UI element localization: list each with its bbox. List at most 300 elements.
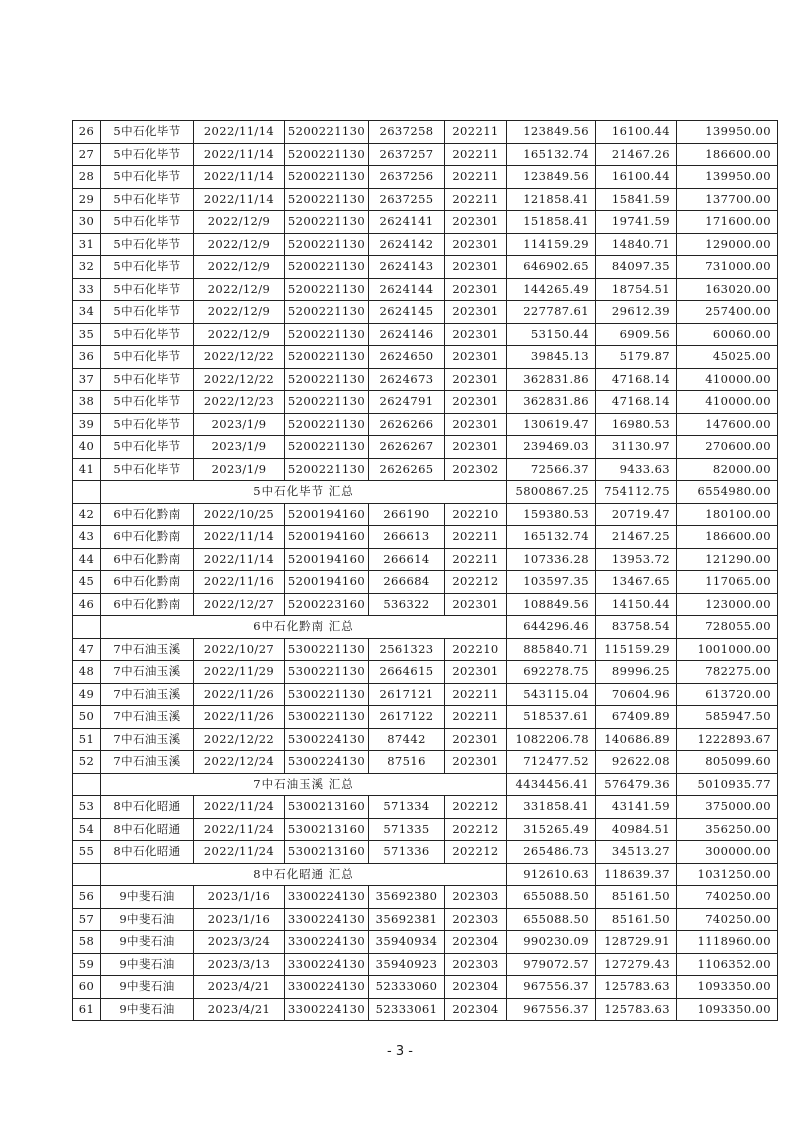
invoice-code: 5200221130 (285, 346, 369, 369)
invoice-number: 52333060 (369, 976, 445, 999)
tax-period: 202304 (445, 931, 507, 954)
row-number: 46 (73, 593, 101, 616)
row-number: 44 (73, 548, 101, 571)
row-number: 50 (73, 706, 101, 729)
subtotal-row (73, 481, 778, 504)
invoice-code: 5300213160 (285, 818, 369, 841)
table-row (73, 143, 778, 166)
row-number: 29 (73, 188, 101, 211)
invoice-code: 5200194160 (285, 503, 369, 526)
company-name: 7中石油玉溪 (101, 638, 194, 661)
invoice-code: 5200221130 (285, 301, 369, 324)
row-number: 56 (73, 886, 101, 909)
invoice-code: 5300221130 (285, 683, 369, 706)
subtotal-blank-cell (73, 773, 101, 796)
invoice-date: 2023/3/24 (194, 931, 285, 954)
invoice-number: 52333061 (369, 998, 445, 1021)
row-number: 37 (73, 368, 101, 391)
invoice-date: 2022/12/9 (194, 233, 285, 256)
invoice-date: 2022/11/24 (194, 841, 285, 864)
invoice-number: 2624142 (369, 233, 445, 256)
table-row (73, 166, 778, 189)
amount-excl-tax: 712477.52 (507, 751, 596, 774)
company-name: 5中石化毕节 (101, 143, 194, 166)
total-amount: 147600.00 (677, 413, 778, 436)
amount-excl-tax: 655088.50 (507, 886, 596, 909)
tax-amount: 16980.53 (596, 413, 677, 436)
amount-excl-tax: 123849.56 (507, 121, 596, 144)
subtotal-blank-cell (73, 481, 101, 504)
total-amount: 613720.00 (677, 683, 778, 706)
invoice-code: 5300221130 (285, 638, 369, 661)
amount-excl-tax: 990230.09 (507, 931, 596, 954)
company-name: 9中斐石油 (101, 931, 194, 954)
row-number: 60 (73, 976, 101, 999)
tax-period: 202211 (445, 548, 507, 571)
invoice-number: 2626265 (369, 458, 445, 481)
amount-excl-tax: 655088.50 (507, 908, 596, 931)
invoice-number: 2664615 (369, 661, 445, 684)
total-amount: 300000.00 (677, 841, 778, 864)
invoice-number: 2624791 (369, 391, 445, 414)
invoice-date: 2023/4/21 (194, 998, 285, 1021)
table-row (73, 751, 778, 774)
invoice-date: 2023/4/21 (194, 976, 285, 999)
invoice-code: 5300221130 (285, 706, 369, 729)
invoice-code: 5200194160 (285, 526, 369, 549)
table-row (73, 841, 778, 864)
tax-amount: 15841.59 (596, 188, 677, 211)
tax-period: 202304 (445, 998, 507, 1021)
amount-excl-tax: 543115.04 (507, 683, 596, 706)
table-row (73, 503, 778, 526)
amount-excl-tax: 1082206.78 (507, 728, 596, 751)
invoice-number: 2617122 (369, 706, 445, 729)
table-row (73, 661, 778, 684)
subtotal-row (73, 773, 778, 796)
invoice-date: 2022/12/23 (194, 391, 285, 414)
tax-period: 202210 (445, 638, 507, 661)
invoice-number: 2637257 (369, 143, 445, 166)
tax-amount: 125783.63 (596, 998, 677, 1021)
total-amount: 410000.00 (677, 368, 778, 391)
row-number: 30 (73, 211, 101, 234)
company-name: 6中石化黔南 (101, 593, 194, 616)
invoice-date: 2022/11/14 (194, 166, 285, 189)
tax-amount: 34513.27 (596, 841, 677, 864)
invoice-number: 571335 (369, 818, 445, 841)
total-amount: 186600.00 (677, 143, 778, 166)
invoice-number: 35692380 (369, 886, 445, 909)
invoice-code: 5200223160 (285, 593, 369, 616)
company-name: 7中石油玉溪 (101, 683, 194, 706)
table-row (73, 436, 778, 459)
tax-amount: 85161.50 (596, 886, 677, 909)
tax-amount: 14150.44 (596, 593, 677, 616)
row-number: 49 (73, 683, 101, 706)
invoice-code: 5200194160 (285, 548, 369, 571)
invoice-date: 2023/1/9 (194, 436, 285, 459)
invoice-code: 3300224130 (285, 953, 369, 976)
company-name: 9中斐石油 (101, 998, 194, 1021)
row-number: 27 (73, 143, 101, 166)
invoice-number: 87516 (369, 751, 445, 774)
tax-amount: 13467.65 (596, 571, 677, 594)
amount-excl-tax: 518537.61 (507, 706, 596, 729)
amount-excl-tax: 123849.56 (507, 166, 596, 189)
total-amount: 117065.00 (677, 571, 778, 594)
company-name: 9中斐石油 (101, 908, 194, 931)
invoice-code: 3300224130 (285, 886, 369, 909)
subtotal-amount: 5800867.25 (507, 481, 596, 504)
invoice-number: 35940923 (369, 953, 445, 976)
total-amount: 805099.60 (677, 751, 778, 774)
invoice-code: 3300224130 (285, 998, 369, 1021)
invoice-number: 2626267 (369, 436, 445, 459)
tax-period: 202211 (445, 526, 507, 549)
tax-period: 202211 (445, 166, 507, 189)
amount-excl-tax: 967556.37 (507, 998, 596, 1021)
subtotal-tax: 83758.54 (596, 616, 677, 639)
subtotal-total: 728055.00 (677, 616, 778, 639)
total-amount: 121290.00 (677, 548, 778, 571)
invoice-number: 266613 (369, 526, 445, 549)
subtotal-amount: 644296.46 (507, 616, 596, 639)
row-number: 55 (73, 841, 101, 864)
invoice-date: 2023/1/16 (194, 908, 285, 931)
invoice-code: 5300224130 (285, 728, 369, 751)
subtotal-label: 6中石化黔南 汇总 (101, 616, 507, 639)
invoice-number: 35940934 (369, 931, 445, 954)
amount-excl-tax: 239469.03 (507, 436, 596, 459)
tax-amount: 43141.59 (596, 796, 677, 819)
tax-period: 202301 (445, 728, 507, 751)
amount-excl-tax: 331858.41 (507, 796, 596, 819)
total-amount: 410000.00 (677, 391, 778, 414)
total-amount: 60060.00 (677, 323, 778, 346)
invoice-date: 2022/11/29 (194, 661, 285, 684)
amount-excl-tax: 39845.13 (507, 346, 596, 369)
tax-period: 202301 (445, 323, 507, 346)
invoice-number: 2637256 (369, 166, 445, 189)
total-amount: 139950.00 (677, 166, 778, 189)
table-row (73, 683, 778, 706)
invoice-code: 5200221130 (285, 458, 369, 481)
invoice-number: 266190 (369, 503, 445, 526)
row-number: 35 (73, 323, 101, 346)
invoice-code: 5200221130 (285, 166, 369, 189)
total-amount: 1093350.00 (677, 998, 778, 1021)
row-number: 53 (73, 796, 101, 819)
invoice-code: 5200221130 (285, 391, 369, 414)
tax-period: 202301 (445, 256, 507, 279)
page-number: - 3 - (387, 1044, 413, 1059)
table-row (73, 728, 778, 751)
total-amount: 1093350.00 (677, 976, 778, 999)
company-name: 6中石化黔南 (101, 571, 194, 594)
tax-period: 202303 (445, 908, 507, 931)
tax-period: 202301 (445, 233, 507, 256)
tax-amount: 127279.43 (596, 953, 677, 976)
table-row (73, 211, 778, 234)
invoice-code: 5300213160 (285, 841, 369, 864)
amount-excl-tax: 227787.61 (507, 301, 596, 324)
tax-period: 202212 (445, 841, 507, 864)
invoice-number: 2637258 (369, 121, 445, 144)
row-number: 48 (73, 661, 101, 684)
invoice-number: 2617121 (369, 683, 445, 706)
invoice-code: 5200221130 (285, 413, 369, 436)
company-name: 5中石化毕节 (101, 323, 194, 346)
tax-amount: 13953.72 (596, 548, 677, 571)
total-amount: 139950.00 (677, 121, 778, 144)
total-amount: 270600.00 (677, 436, 778, 459)
total-amount: 731000.00 (677, 256, 778, 279)
invoice-number: 2624650 (369, 346, 445, 369)
company-name: 5中石化毕节 (101, 346, 194, 369)
invoice-date: 2022/12/22 (194, 346, 285, 369)
tax-amount: 128729.91 (596, 931, 677, 954)
total-amount: 1106352.00 (677, 953, 778, 976)
table-row (73, 706, 778, 729)
row-number: 39 (73, 413, 101, 436)
invoice-date: 2022/12/9 (194, 301, 285, 324)
tax-period: 202301 (445, 413, 507, 436)
total-amount: 137700.00 (677, 188, 778, 211)
tax-amount: 9433.63 (596, 458, 677, 481)
subtotal-label: 7中石油玉溪 汇总 (101, 773, 507, 796)
invoice-number: 536322 (369, 593, 445, 616)
company-name: 5中石化毕节 (101, 188, 194, 211)
invoice-number: 266614 (369, 548, 445, 571)
invoice-number: 571334 (369, 796, 445, 819)
table-row (73, 908, 778, 931)
amount-excl-tax: 53150.44 (507, 323, 596, 346)
company-name: 5中石化毕节 (101, 211, 194, 234)
tax-period: 202304 (445, 976, 507, 999)
table-row (73, 886, 778, 909)
tax-amount: 140686.89 (596, 728, 677, 751)
invoice-date: 2022/10/27 (194, 638, 285, 661)
total-amount: 1001000.00 (677, 638, 778, 661)
table-row (73, 818, 778, 841)
table-row (73, 368, 778, 391)
company-name: 5中石化毕节 (101, 166, 194, 189)
row-number: 36 (73, 346, 101, 369)
tax-period: 202301 (445, 593, 507, 616)
company-name: 5中石化毕节 (101, 436, 194, 459)
total-amount: 129000.00 (677, 233, 778, 256)
amount-excl-tax: 103597.35 (507, 571, 596, 594)
invoice-number: 571336 (369, 841, 445, 864)
company-name: 9中斐石油 (101, 953, 194, 976)
row-number: 32 (73, 256, 101, 279)
company-name: 5中石化毕节 (101, 458, 194, 481)
tax-amount: 29612.39 (596, 301, 677, 324)
subtotal-label: 5中石化毕节 汇总 (101, 481, 507, 504)
subtotal-blank-cell (73, 616, 101, 639)
company-name: 5中石化毕节 (101, 278, 194, 301)
company-name: 7中石油玉溪 (101, 728, 194, 751)
subtotal-total: 5010935.77 (677, 773, 778, 796)
tax-amount: 19741.59 (596, 211, 677, 234)
tax-amount: 16100.44 (596, 121, 677, 144)
company-name: 7中石油玉溪 (101, 706, 194, 729)
subtotal-amount: 4434456.41 (507, 773, 596, 796)
company-name: 8中石化昭通 (101, 818, 194, 841)
tax-amount: 14840.71 (596, 233, 677, 256)
tax-period: 202301 (445, 751, 507, 774)
invoice-date: 2022/12/9 (194, 256, 285, 279)
row-number: 38 (73, 391, 101, 414)
invoice-date: 2022/11/26 (194, 683, 285, 706)
invoice-date: 2023/3/13 (194, 953, 285, 976)
invoice-number: 2624141 (369, 211, 445, 234)
table-row (73, 188, 778, 211)
subtotal-tax: 754112.75 (596, 481, 677, 504)
table-row (73, 976, 778, 999)
row-number: 59 (73, 953, 101, 976)
invoice-number: 2561323 (369, 638, 445, 661)
company-name: 8中石化昭通 (101, 841, 194, 864)
invoice-number: 2626266 (369, 413, 445, 436)
company-name: 8中石化昭通 (101, 796, 194, 819)
subtotal-tax: 576479.36 (596, 773, 677, 796)
table-row (73, 953, 778, 976)
row-number: 33 (73, 278, 101, 301)
invoice-code: 5200221130 (285, 323, 369, 346)
invoice-code: 5200194160 (285, 571, 369, 594)
invoice-date: 2022/12/9 (194, 278, 285, 301)
invoice-date: 2022/11/14 (194, 548, 285, 571)
invoice-date: 2022/12/22 (194, 368, 285, 391)
subtotal-tax: 118639.37 (596, 863, 677, 886)
invoice-date: 2023/1/9 (194, 413, 285, 436)
tax-period: 202212 (445, 571, 507, 594)
tax-amount: 16100.44 (596, 166, 677, 189)
subtotal-total: 6554980.00 (677, 481, 778, 504)
invoice-code: 5300221130 (285, 661, 369, 684)
invoice-number: 2624145 (369, 301, 445, 324)
amount-excl-tax: 967556.37 (507, 976, 596, 999)
invoice-code: 3300224130 (285, 976, 369, 999)
table-row (73, 571, 778, 594)
invoice-number: 2624144 (369, 278, 445, 301)
total-amount: 123000.00 (677, 593, 778, 616)
company-name: 7中石油玉溪 (101, 661, 194, 684)
invoice-code: 3300224130 (285, 908, 369, 931)
invoice-number: 87442 (369, 728, 445, 751)
total-amount: 1118960.00 (677, 931, 778, 954)
company-name: 5中石化毕节 (101, 413, 194, 436)
table-row (73, 233, 778, 256)
amount-excl-tax: 130619.47 (507, 413, 596, 436)
total-amount: 585947.50 (677, 706, 778, 729)
company-name: 5中石化毕节 (101, 121, 194, 144)
tax-amount: 20719.47 (596, 503, 677, 526)
table-row (73, 796, 778, 819)
invoice-code: 5200221130 (285, 143, 369, 166)
table-row (73, 458, 778, 481)
company-name: 5中石化毕节 (101, 256, 194, 279)
row-number: 61 (73, 998, 101, 1021)
invoice-number: 2624673 (369, 368, 445, 391)
company-name: 6中石化黔南 (101, 548, 194, 571)
tax-amount: 21467.26 (596, 143, 677, 166)
tax-period: 202212 (445, 818, 507, 841)
company-name: 6中石化黔南 (101, 526, 194, 549)
invoice-date: 2022/11/14 (194, 526, 285, 549)
table-row (73, 278, 778, 301)
company-name: 5中石化毕节 (101, 368, 194, 391)
tax-amount: 5179.87 (596, 346, 677, 369)
tax-period: 202301 (445, 368, 507, 391)
tax-amount: 85161.50 (596, 908, 677, 931)
company-name: 9中斐石油 (101, 976, 194, 999)
invoice-date: 2022/11/14 (194, 143, 285, 166)
amount-excl-tax: 362831.86 (507, 391, 596, 414)
invoice-code: 5200221130 (285, 211, 369, 234)
tax-amount: 31130.97 (596, 436, 677, 459)
invoice-code: 5200221130 (285, 121, 369, 144)
tax-period: 202301 (445, 278, 507, 301)
table-row (73, 413, 778, 436)
tax-period: 202212 (445, 796, 507, 819)
total-amount: 180100.00 (677, 503, 778, 526)
total-amount: 257400.00 (677, 301, 778, 324)
table-row (73, 931, 778, 954)
invoice-date: 2022/11/24 (194, 796, 285, 819)
amount-excl-tax: 646902.65 (507, 256, 596, 279)
amount-excl-tax: 107336.28 (507, 548, 596, 571)
amount-excl-tax: 165132.74 (507, 526, 596, 549)
tax-period: 202210 (445, 503, 507, 526)
total-amount: 1222893.67 (677, 728, 778, 751)
amount-excl-tax: 315265.49 (507, 818, 596, 841)
invoice-date: 2023/1/16 (194, 886, 285, 909)
invoice-table-body (73, 121, 778, 1021)
invoice-number: 35692381 (369, 908, 445, 931)
subtotal-total: 1031250.00 (677, 863, 778, 886)
invoice-number: 266684 (369, 571, 445, 594)
amount-excl-tax: 108849.56 (507, 593, 596, 616)
subtotal-amount: 912610.63 (507, 863, 596, 886)
total-amount: 740250.00 (677, 886, 778, 909)
subtotal-row (73, 616, 778, 639)
amount-excl-tax: 265486.73 (507, 841, 596, 864)
amount-excl-tax: 979072.57 (507, 953, 596, 976)
invoice-date: 2022/10/25 (194, 503, 285, 526)
invoice-code: 5200221130 (285, 256, 369, 279)
total-amount: 171600.00 (677, 211, 778, 234)
amount-excl-tax: 159380.53 (507, 503, 596, 526)
row-number: 34 (73, 301, 101, 324)
tax-period: 202211 (445, 683, 507, 706)
total-amount: 740250.00 (677, 908, 778, 931)
tax-amount: 115159.29 (596, 638, 677, 661)
subtotal-label: 8中石化昭通 汇总 (101, 863, 507, 886)
subtotal-row (73, 863, 778, 886)
invoice-code: 5300224130 (285, 751, 369, 774)
table-row (73, 323, 778, 346)
company-name: 5中石化毕节 (101, 301, 194, 324)
total-amount: 356250.00 (677, 818, 778, 841)
invoice-date: 2022/12/9 (194, 211, 285, 234)
table-row (73, 391, 778, 414)
total-amount: 82000.00 (677, 458, 778, 481)
invoice-date: 2023/1/9 (194, 458, 285, 481)
amount-excl-tax: 72566.37 (507, 458, 596, 481)
